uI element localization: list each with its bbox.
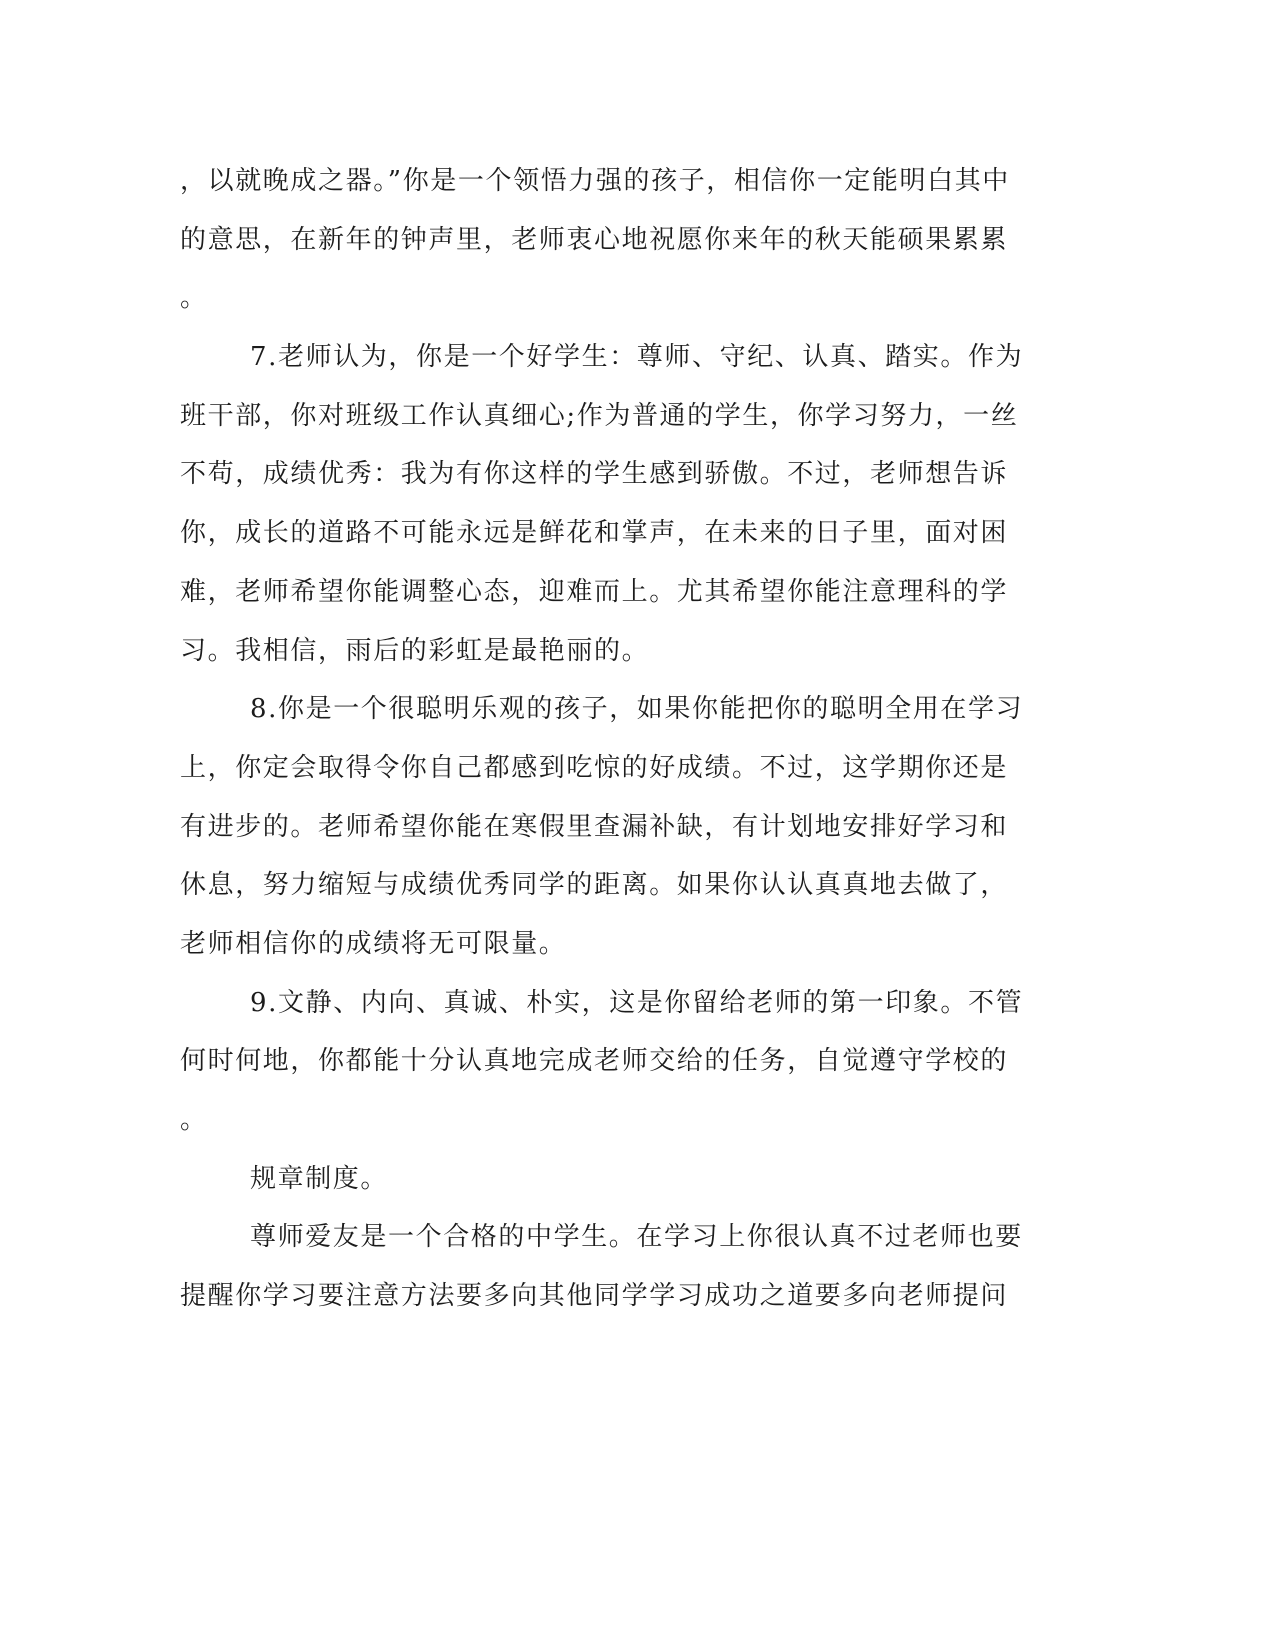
text-line: 老师相信你的成绩将无可限量。 xyxy=(180,928,567,959)
text-line: 难，老师希望你能调整心态，迎难而上。尤其希望你能注意理科的学 xyxy=(180,576,1009,607)
text-line: ，以就晚成之器。”你是一个领悟力强的孩子，相信你一定能明白其中 xyxy=(180,166,1010,196)
text-line: 7.老师认为，你是一个好学生：尊师、守纪、认真、踏实。作为 xyxy=(250,342,1024,373)
paragraph-rules xyxy=(180,1150,1040,1209)
paragraph-continuation xyxy=(180,152,1040,328)
text-line: 提醒你学习要注意方法要多向其他同学学习成功之道要多向老师提问 xyxy=(180,1281,1009,1312)
text-line: 8.你是一个很聪明乐观的孩子，如果你能把你的聪明全用在学习 xyxy=(250,694,1024,725)
text-line: 班干部，你对班级工作认真细心;作为普通的学生，你学习努力，一丝 xyxy=(180,400,1019,431)
paragraph-item-9 xyxy=(180,974,1040,1150)
text-line: 休息，努力缩短与成绩优秀同学的距离。如果你认认真真地去做了， xyxy=(180,870,1009,901)
paragraph-respect xyxy=(180,1208,1040,1325)
text-line: 何时何地，你都能十分认真地完成老师交给的任务，自觉遵守学校的 xyxy=(180,1046,1009,1077)
text-line: 规章制度。 xyxy=(250,1163,389,1194)
text-line: 有进步的。老师希望你能在寒假里查漏补缺，有计划地安排好学习和 xyxy=(180,811,1009,842)
text-line: 不苟，成绩优秀：我为有你这样的学生感到骄傲。不过，老师想告诉 xyxy=(180,459,1009,490)
text-line: 习。我相信，雨后的彩虹是最艳丽的。 xyxy=(180,635,650,666)
text-line: 上，你定会取得令你自己都感到吃惊的好成绩。不过，这学期你还是 xyxy=(180,752,1009,783)
document-body xyxy=(180,152,1040,1326)
text-line: 。 xyxy=(180,283,208,314)
text-line: 你，成长的道路不可能永远是鲜花和掌声，在未来的日子里，面对困 xyxy=(180,518,1009,549)
text-line: 。 xyxy=(180,1105,208,1135)
text-line: 9.文静、内向、真诚、朴实，这是你留给老师的第一印象。不管 xyxy=(250,987,1024,1018)
paragraph-item-8 xyxy=(180,680,1040,973)
text-line: 的意思，在新年的钟声里，老师衷心地祝愿你来年的秋天能硕果累累 xyxy=(180,224,1009,255)
text-line: 尊师爱友是一个合格的中学生。在学习上你很认真不过老师也要 xyxy=(250,1222,1023,1253)
paragraph-item-7 xyxy=(180,328,1040,680)
